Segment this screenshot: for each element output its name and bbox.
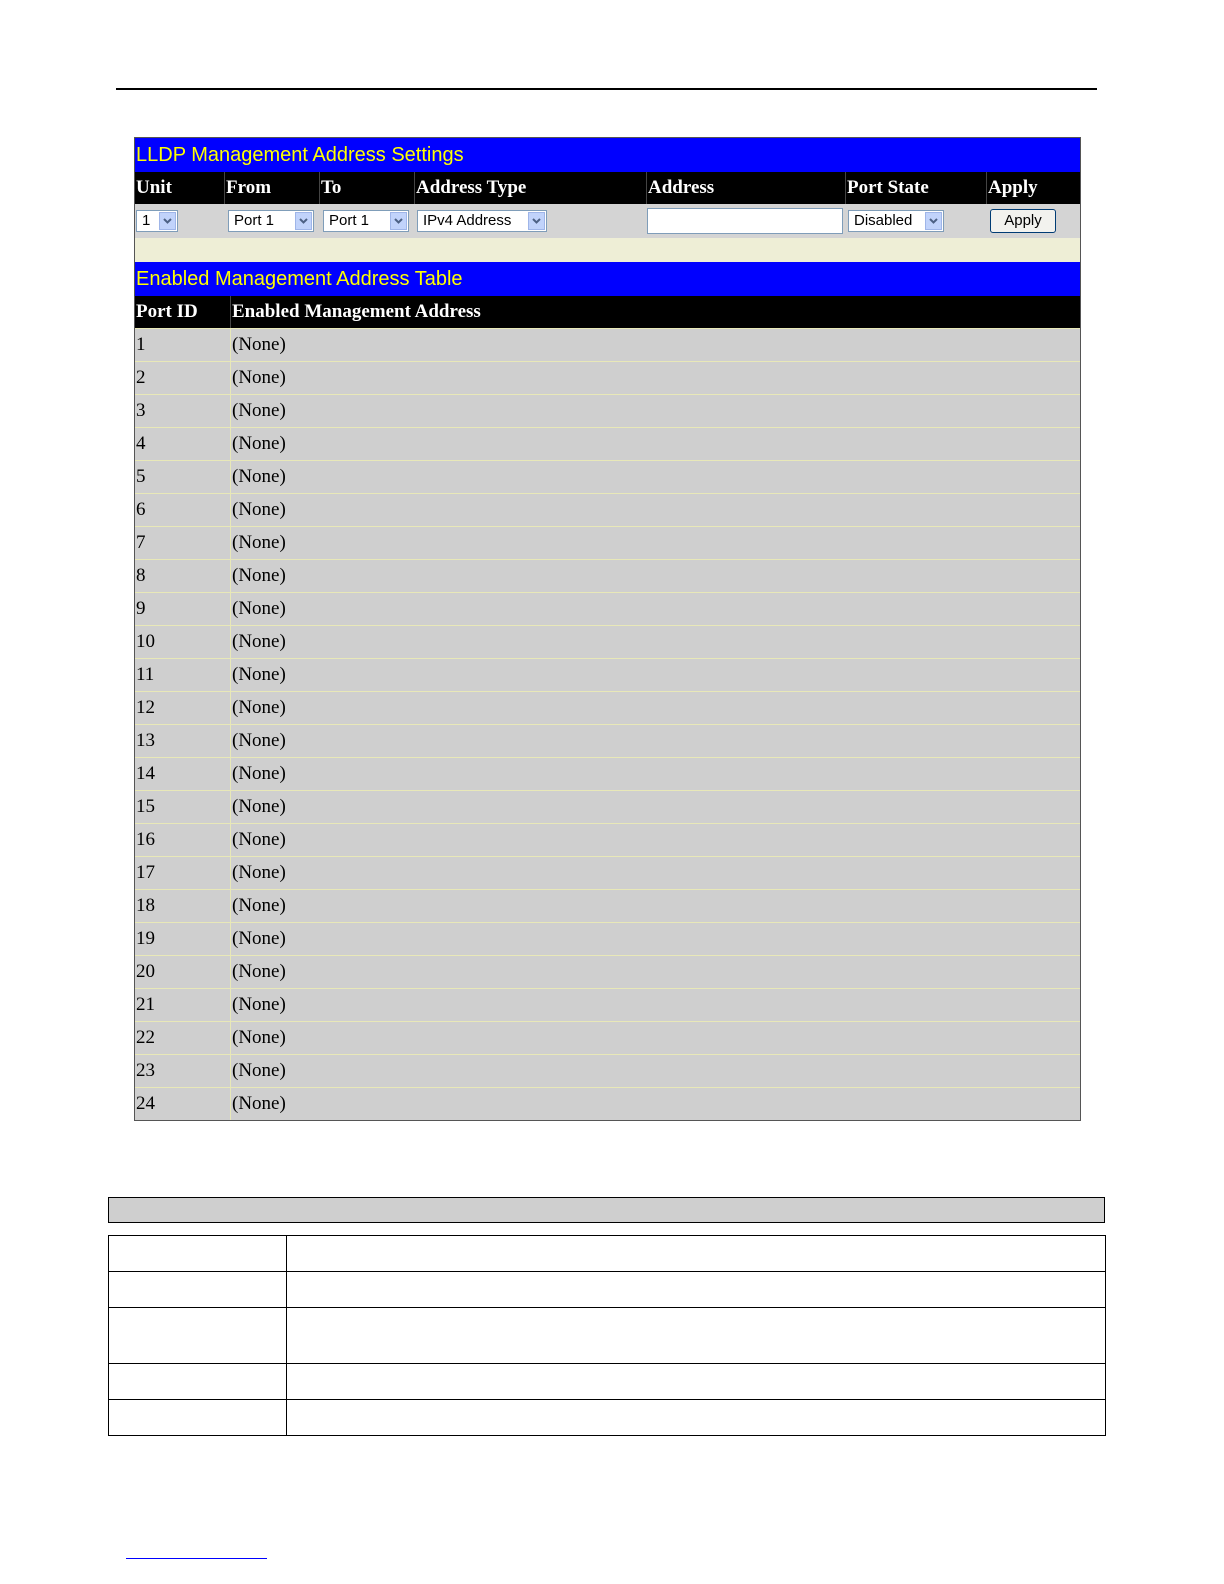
unit-cell bbox=[135, 204, 224, 238]
col-enabled-mgmt-address: Enabled Management Address bbox=[230, 296, 1079, 328]
port-id-cell: 9 bbox=[136, 598, 146, 619]
port-id-cell: 18 bbox=[136, 895, 155, 916]
mgmt-address-cell: (None) bbox=[230, 890, 1079, 922]
port-id-cell: 7 bbox=[136, 532, 146, 553]
mgmt-address-cell: (None) bbox=[230, 923, 1079, 955]
table-row bbox=[135, 526, 1080, 559]
port-id-cell: 20 bbox=[136, 961, 155, 982]
table-row bbox=[135, 1021, 1080, 1054]
col-port-state: Port State bbox=[845, 172, 986, 204]
table-row bbox=[135, 493, 1080, 526]
mgmt-address-cell: (None) bbox=[230, 395, 1079, 427]
from-cell bbox=[224, 204, 319, 238]
description-key bbox=[109, 1236, 287, 1272]
from-select-value: Port 1 bbox=[234, 212, 275, 229]
description-value bbox=[287, 1236, 1106, 1272]
table-row bbox=[135, 823, 1080, 856]
apply-cell bbox=[986, 204, 1080, 238]
port-id-cell: 6 bbox=[136, 499, 146, 520]
description-row bbox=[109, 1400, 1106, 1436]
mgmt-address-cell: (None) bbox=[230, 857, 1079, 889]
table-row bbox=[135, 691, 1080, 724]
port-id-cell: 11 bbox=[136, 664, 155, 685]
table-row bbox=[135, 889, 1080, 922]
to-select[interactable] bbox=[323, 210, 409, 232]
table-row bbox=[135, 460, 1080, 493]
description-row bbox=[109, 1272, 1106, 1308]
description-key bbox=[109, 1272, 287, 1308]
table-row bbox=[135, 757, 1080, 790]
port-id-cell: 21 bbox=[136, 994, 155, 1015]
mgmt-address-cell: (None) bbox=[230, 527, 1079, 559]
port-state-select-value: Disabled bbox=[854, 212, 913, 229]
port-id-cell: 12 bbox=[136, 697, 155, 718]
port-id-cell: 19 bbox=[136, 928, 155, 949]
port-id-cell: 14 bbox=[136, 763, 155, 784]
mgmt-address-cell: (None) bbox=[230, 1088, 1079, 1120]
col-unit: Unit bbox=[136, 177, 172, 198]
col-apply: Apply bbox=[986, 172, 1080, 204]
table-body bbox=[135, 328, 1080, 1120]
port-id-cell: 1 bbox=[136, 334, 146, 355]
unit-select-value: 1 bbox=[142, 212, 151, 229]
mgmt-address-cell: (None) bbox=[230, 1022, 1079, 1054]
section-divider bbox=[135, 238, 1080, 262]
description-row bbox=[109, 1308, 1106, 1364]
mgmt-address-cell: (None) bbox=[230, 725, 1079, 757]
table-row bbox=[135, 559, 1080, 592]
address-type-cell bbox=[414, 204, 646, 238]
mgmt-address-cell: (None) bbox=[230, 428, 1079, 460]
description-value bbox=[287, 1308, 1106, 1364]
col-address: Address bbox=[646, 172, 845, 204]
description-row bbox=[109, 1236, 1106, 1272]
description-table bbox=[108, 1235, 1106, 1436]
table-row bbox=[135, 1054, 1080, 1087]
from-select[interactable] bbox=[228, 210, 314, 232]
port-id-cell: 16 bbox=[136, 829, 155, 850]
mgmt-address-cell: (None) bbox=[230, 956, 1079, 988]
page-top-rule bbox=[116, 88, 1097, 90]
mgmt-address-cell: (None) bbox=[230, 758, 1079, 790]
settings-input-row bbox=[135, 204, 1080, 238]
port-id-cell: 10 bbox=[136, 631, 155, 652]
table-row bbox=[135, 1087, 1080, 1120]
settings-header-row bbox=[135, 172, 1080, 204]
description-value bbox=[287, 1272, 1106, 1308]
port-id-cell: 3 bbox=[136, 400, 146, 421]
mgmt-address-cell: (None) bbox=[230, 329, 1079, 361]
to-cell bbox=[319, 204, 414, 238]
table-row bbox=[135, 988, 1080, 1021]
table-row bbox=[135, 328, 1080, 361]
mgmt-address-cell: (None) bbox=[230, 1055, 1079, 1087]
table-row bbox=[135, 790, 1080, 823]
table-title: Enabled Management Address Table bbox=[135, 262, 1080, 296]
chevron-down-icon[interactable] bbox=[390, 212, 407, 230]
port-state-cell bbox=[845, 204, 986, 238]
address-input[interactable] bbox=[647, 208, 843, 234]
mgmt-address-cell: (None) bbox=[230, 461, 1079, 493]
table-header-row bbox=[135, 296, 1080, 328]
port-id-cell: 4 bbox=[136, 433, 146, 454]
port-id-cell: 5 bbox=[136, 466, 146, 487]
description-key bbox=[109, 1364, 287, 1400]
port-id-cell: 24 bbox=[136, 1093, 155, 1114]
col-to: To bbox=[319, 172, 414, 204]
table-row bbox=[135, 856, 1080, 889]
col-port-id: Port ID bbox=[136, 301, 198, 322]
chevron-down-icon[interactable] bbox=[159, 212, 176, 230]
mgmt-address-cell: (None) bbox=[230, 560, 1079, 592]
chevron-down-icon[interactable] bbox=[528, 212, 545, 230]
description-value bbox=[287, 1400, 1106, 1436]
port-id-cell: 13 bbox=[136, 730, 155, 751]
address-cell bbox=[646, 204, 845, 238]
port-id-cell: 22 bbox=[136, 1027, 155, 1048]
unit-select[interactable] bbox=[136, 210, 178, 232]
description-key bbox=[109, 1308, 287, 1364]
to-select-value: Port 1 bbox=[329, 212, 370, 229]
port-id-cell: 17 bbox=[136, 862, 155, 883]
mgmt-address-cell: (None) bbox=[230, 494, 1079, 526]
description-value bbox=[287, 1364, 1106, 1400]
footer-link-underline bbox=[126, 1558, 267, 1559]
port-id-cell: 15 bbox=[136, 796, 155, 817]
mgmt-address-cell: (None) bbox=[230, 362, 1079, 394]
mgmt-address-cell: (None) bbox=[230, 692, 1079, 724]
address-type-select[interactable] bbox=[417, 210, 547, 232]
settings-title: LLDP Management Address Settings bbox=[135, 138, 1080, 172]
table-row bbox=[135, 955, 1080, 988]
table-row bbox=[135, 394, 1080, 427]
description-row bbox=[109, 1364, 1106, 1400]
chevron-down-icon[interactable] bbox=[295, 212, 312, 230]
lldp-panel bbox=[134, 137, 1081, 1121]
table-row bbox=[135, 427, 1080, 460]
mgmt-address-cell: (None) bbox=[230, 659, 1079, 691]
table-row bbox=[135, 592, 1080, 625]
description-table-header bbox=[108, 1197, 1105, 1223]
mgmt-address-cell: (None) bbox=[230, 626, 1079, 658]
mgmt-address-cell: (None) bbox=[230, 593, 1079, 625]
col-from: From bbox=[224, 172, 319, 204]
port-state-select[interactable] bbox=[848, 210, 944, 232]
port-id-cell: 2 bbox=[136, 367, 146, 388]
chevron-down-icon[interactable] bbox=[925, 212, 942, 230]
col-address-type: Address Type bbox=[414, 172, 646, 204]
mgmt-address-cell: (None) bbox=[230, 989, 1079, 1021]
port-id-cell: 8 bbox=[136, 565, 146, 586]
port-id-cell: 23 bbox=[136, 1060, 155, 1081]
table-row bbox=[135, 361, 1080, 394]
description-key bbox=[109, 1400, 287, 1436]
table-row bbox=[135, 658, 1080, 691]
mgmt-address-cell: (None) bbox=[230, 824, 1079, 856]
mgmt-address-cell: (None) bbox=[230, 791, 1079, 823]
table-row bbox=[135, 922, 1080, 955]
address-type-select-value: IPv4 Address bbox=[423, 212, 512, 229]
table-row bbox=[135, 724, 1080, 757]
apply-button[interactable]: Apply bbox=[990, 209, 1056, 233]
table-row bbox=[135, 625, 1080, 658]
